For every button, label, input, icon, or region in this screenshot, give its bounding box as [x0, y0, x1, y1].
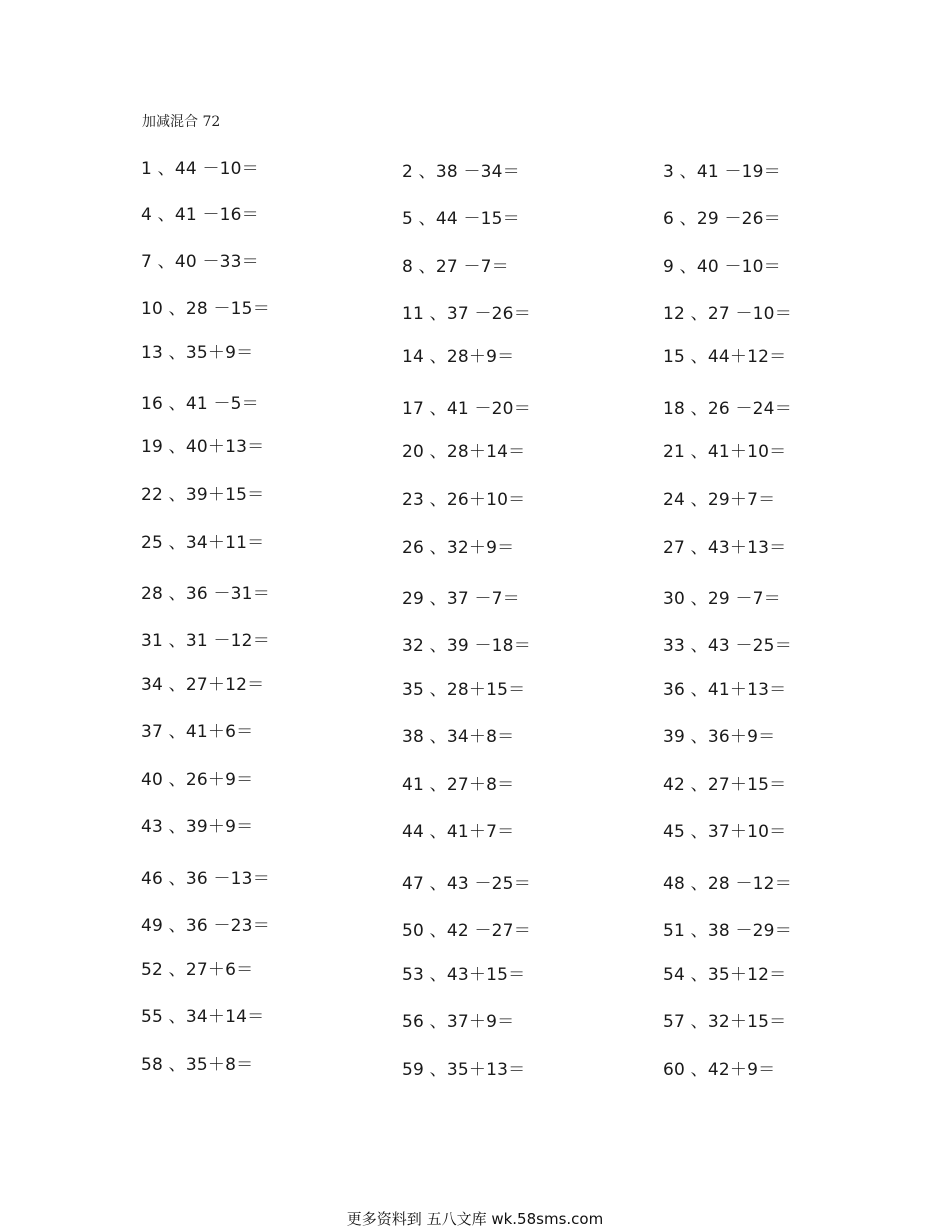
problem-59: 59 、35＋13＝: [402, 1060, 526, 1080]
problem-8: 8 、27 －7＝: [402, 257, 509, 277]
problem-31: 31 、31 －12＝: [141, 631, 270, 651]
problem-1: 1 、44 －10＝: [141, 159, 259, 179]
problem-32: 32 、39 －18＝: [402, 636, 531, 656]
footer-watermark: 更多资料到 五八文库 wk.58sms.com: [346, 1210, 604, 1228]
problem-50: 50 、42 －27＝: [402, 921, 531, 941]
problem-14: 14 、28＋9＝: [402, 347, 515, 367]
problem-57: 57 、32＋15＝: [663, 1012, 787, 1032]
problem-33: 33 、43 －25＝: [663, 636, 792, 656]
problem-38: 38 、34＋8＝: [402, 727, 515, 747]
problem-6: 6 、29 －26＝: [663, 209, 781, 229]
problem-58: 58 、35＋8＝: [141, 1055, 254, 1075]
problem-60: 60 、42＋9＝: [663, 1060, 776, 1080]
problem-55: 55 、34＋14＝: [141, 1007, 265, 1027]
problem-40: 40 、26＋9＝: [141, 770, 254, 790]
problem-47: 47 、43 －25＝: [402, 874, 531, 894]
problem-21: 21 、41＋10＝: [663, 442, 787, 462]
problem-13: 13 、35＋9＝: [141, 343, 254, 363]
problem-54: 54 、35＋12＝: [663, 965, 787, 985]
problem-28: 28 、36 －31＝: [141, 584, 270, 604]
problem-41: 41 、27＋8＝: [402, 775, 515, 795]
problem-16: 16 、41 －5＝: [141, 394, 259, 414]
problem-56: 56 、37＋9＝: [402, 1012, 515, 1032]
problem-12: 12 、27 －10＝: [663, 304, 792, 324]
problem-42: 42 、27＋15＝: [663, 775, 787, 795]
page-title: 加减混合 72: [142, 114, 221, 130]
problem-2: 2 、38 －34＝: [402, 162, 520, 182]
problem-5: 5 、44 －15＝: [402, 209, 520, 229]
problem-9: 9 、40 －10＝: [663, 257, 781, 277]
problem-46: 46 、36 －13＝: [141, 869, 270, 889]
problem-3: 3 、41 －19＝: [663, 162, 781, 182]
problem-45: 45 、37＋10＝: [663, 822, 787, 842]
problem-19: 19 、40＋13＝: [141, 437, 265, 457]
problem-22: 22 、39＋15＝: [141, 485, 265, 505]
problem-39: 39 、36＋9＝: [663, 727, 776, 747]
problem-26: 26 、32＋9＝: [402, 538, 515, 558]
problem-51: 51 、38 －29＝: [663, 921, 792, 941]
problem-25: 25 、34＋11＝: [141, 533, 265, 553]
problem-15: 15 、44＋12＝: [663, 347, 787, 367]
problem-17: 17 、41 －20＝: [402, 399, 531, 419]
problem-44: 44 、41＋7＝: [402, 822, 515, 842]
problem-53: 53 、43＋15＝: [402, 965, 526, 985]
problem-11: 11 、37 －26＝: [402, 304, 531, 324]
problem-27: 27 、43＋13＝: [663, 538, 787, 558]
problem-20: 20 、28＋14＝: [402, 442, 526, 462]
problem-43: 43 、39＋9＝: [141, 817, 254, 837]
problem-48: 48 、28 －12＝: [663, 874, 792, 894]
problem-24: 24 、29＋7＝: [663, 490, 776, 510]
problem-35: 35 、28＋15＝: [402, 680, 526, 700]
problem-34: 34 、27＋12＝: [141, 675, 265, 695]
problem-18: 18 、26 －24＝: [663, 399, 792, 419]
problem-52: 52 、27＋6＝: [141, 960, 254, 980]
problem-49: 49 、36 －23＝: [141, 916, 270, 936]
problem-37: 37 、41＋6＝: [141, 722, 254, 742]
problem-23: 23 、26＋10＝: [402, 490, 526, 510]
problem-29: 29 、37 －7＝: [402, 589, 520, 609]
problem-4: 4 、41 －16＝: [141, 205, 259, 225]
problem-36: 36 、41＋13＝: [663, 680, 787, 700]
problem-7: 7 、40 －33＝: [141, 252, 259, 272]
problem-30: 30 、29 －7＝: [663, 589, 781, 609]
problem-10: 10 、28 －15＝: [141, 299, 270, 319]
